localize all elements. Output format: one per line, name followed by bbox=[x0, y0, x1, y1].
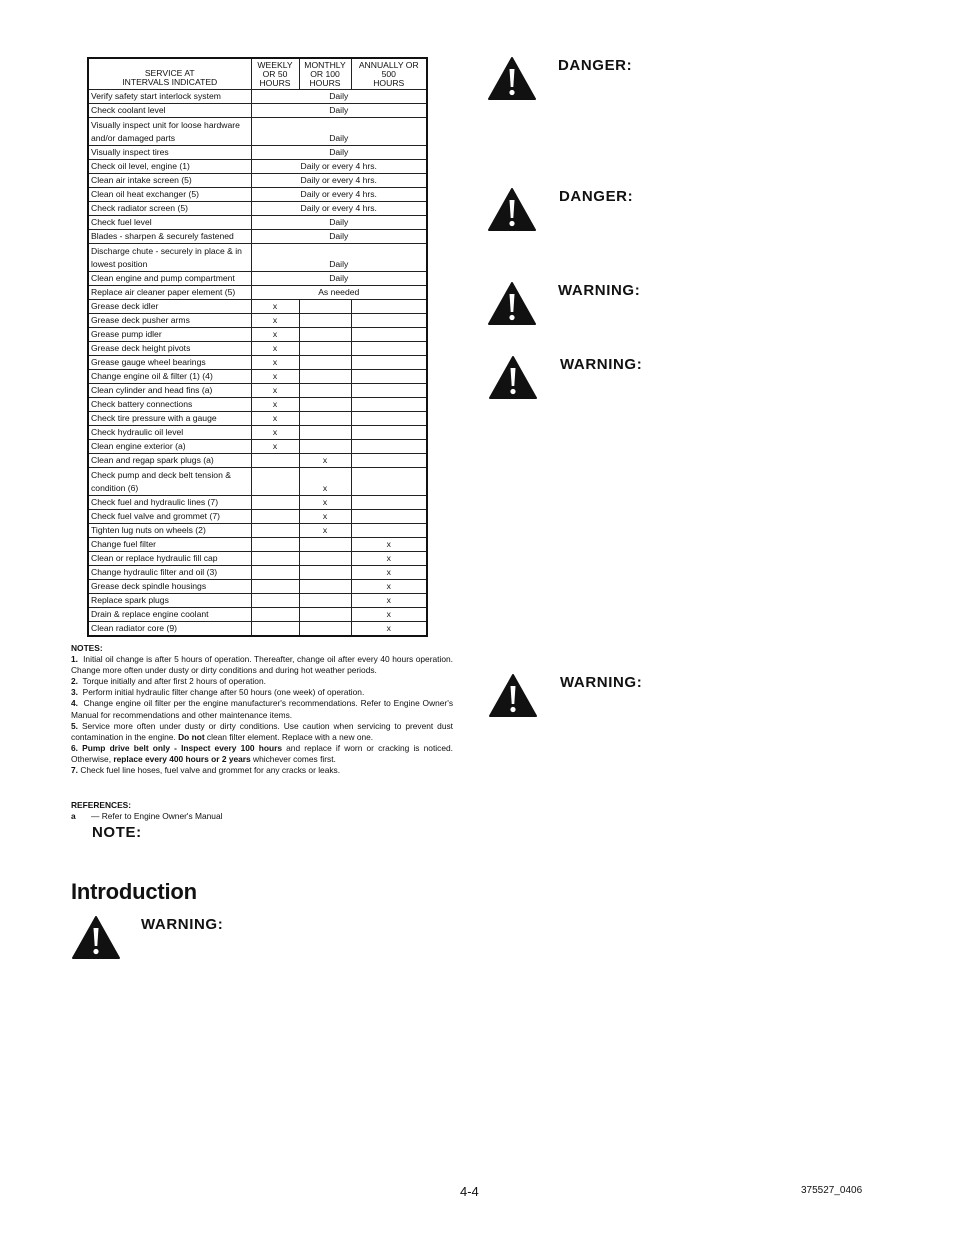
header-annually bbox=[351, 58, 427, 89]
task-cell: Check fuel level bbox=[88, 215, 251, 229]
reference-text: — Refer to Engine Owner's Manual bbox=[91, 811, 223, 821]
table-row bbox=[88, 285, 427, 299]
warning-triangle-icon bbox=[487, 281, 537, 326]
task-cell: Clean engine and pump compartment bbox=[88, 271, 251, 285]
warning-label-3: WARNING: bbox=[560, 674, 643, 691]
annually-mark-cell bbox=[351, 327, 427, 341]
task-cell: Replace air cleaner paper element (5) bbox=[88, 285, 251, 299]
monthly-mark-cell: x bbox=[299, 467, 351, 495]
references-section bbox=[71, 800, 453, 822]
annually-mark-cell bbox=[351, 509, 427, 523]
table-row bbox=[88, 341, 427, 355]
monthly-mark-cell bbox=[299, 397, 351, 411]
monthly-mark-cell bbox=[299, 621, 351, 636]
note-text: and replace if worn or cracking is noticed. Otherwise, bbox=[71, 742, 453, 764]
task-cell: Grease deck height pivots bbox=[88, 341, 251, 355]
monthly-mark-cell bbox=[299, 593, 351, 607]
table-row bbox=[88, 355, 427, 369]
table-row bbox=[88, 523, 427, 537]
table-row bbox=[88, 229, 427, 243]
task-cell: Check battery connections bbox=[88, 397, 251, 411]
weekly-mark-cell: x bbox=[251, 425, 299, 439]
annually-mark-cell bbox=[351, 453, 427, 467]
table-row bbox=[88, 327, 427, 341]
interval-cell: Daily or every 4 hrs. bbox=[251, 159, 427, 173]
weekly-mark-cell: x bbox=[251, 355, 299, 369]
table-row bbox=[88, 621, 427, 636]
weekly-mark-cell bbox=[251, 495, 299, 509]
table-row bbox=[88, 215, 427, 229]
note-number: 4. bbox=[71, 698, 78, 709]
interval-cell: As needed bbox=[251, 285, 427, 299]
annually-mark-cell: x bbox=[351, 621, 427, 636]
danger-label-1: DANGER: bbox=[558, 57, 633, 74]
monthly-mark-cell: x bbox=[299, 523, 351, 537]
monthly-mark-cell bbox=[299, 425, 351, 439]
reference-item bbox=[71, 811, 453, 822]
warning-triangle-icon bbox=[488, 673, 538, 718]
header-monthly bbox=[299, 58, 351, 89]
task-cell: Drain & replace engine coolant bbox=[88, 607, 251, 621]
interval-cell: Daily bbox=[251, 103, 427, 117]
table-row bbox=[88, 425, 427, 439]
table-row bbox=[88, 299, 427, 313]
note-number: 3. bbox=[71, 687, 78, 698]
monthly-mark-cell: x bbox=[299, 453, 351, 467]
table-row bbox=[88, 495, 427, 509]
table-row bbox=[88, 565, 427, 579]
monthly-mark-cell: x bbox=[299, 509, 351, 523]
header-weekly bbox=[251, 58, 299, 89]
monthly-mark-cell bbox=[299, 579, 351, 593]
task-cell: Check fuel and hydraulic lines (7) bbox=[88, 495, 251, 509]
annually-mark-cell: x bbox=[351, 607, 427, 621]
interval-cell: Daily bbox=[251, 271, 427, 285]
weekly-mark-cell bbox=[251, 523, 299, 537]
weekly-mark-cell bbox=[251, 565, 299, 579]
intro-warning-label: WARNING: bbox=[141, 916, 224, 933]
table-row bbox=[88, 397, 427, 411]
note-text: Torque initially and after first 2 hours of operation. bbox=[82, 676, 266, 687]
note-5 bbox=[71, 721, 453, 743]
monthly-mark-cell bbox=[299, 607, 351, 621]
monthly-mark-cell bbox=[299, 439, 351, 453]
task-cell: Check tire pressure with a gauge bbox=[88, 411, 251, 425]
monthly-mark-cell bbox=[299, 565, 351, 579]
warning-triangle-icon bbox=[71, 915, 121, 960]
danger-label-2: DANGER: bbox=[559, 188, 634, 205]
task-cell: Check oil level, engine (1) bbox=[88, 159, 251, 173]
note-text: Change engine oil filter per the engine manufacturer's recommendations. Refer to Engine Owner's Manual for recommendations and other maintenance items. bbox=[71, 698, 454, 720]
weekly-mark-cell: x bbox=[251, 383, 299, 397]
note-number: 7. bbox=[71, 765, 78, 776]
weekly-mark-cell: x bbox=[251, 411, 299, 425]
task-cell: Check hydraulic oil level bbox=[88, 425, 251, 439]
page-number: 4-4 bbox=[460, 1184, 479, 1199]
annually-mark-cell bbox=[351, 467, 427, 495]
monthly-mark-cell bbox=[299, 383, 351, 397]
task-cell: Change fuel filter bbox=[88, 537, 251, 551]
table-row bbox=[88, 103, 427, 117]
annually-mark-cell bbox=[351, 383, 427, 397]
note-text-bold: Pump drive belt only - Inspect every 100 hours bbox=[82, 742, 282, 753]
weekly-mark-cell: x bbox=[251, 397, 299, 411]
task-cell: Replace spark plugs bbox=[88, 593, 251, 607]
weekly-mark-cell: x bbox=[251, 369, 299, 383]
table-row bbox=[88, 187, 427, 201]
task-cell: Grease deck idler bbox=[88, 299, 251, 313]
note-label: NOTE: bbox=[92, 824, 142, 841]
annually-mark-cell bbox=[351, 425, 427, 439]
table-row bbox=[88, 579, 427, 593]
monthly-mark-cell bbox=[299, 411, 351, 425]
annually-mark-cell: x bbox=[351, 537, 427, 551]
reference-key: a bbox=[71, 811, 76, 821]
task-cell: Verify safety start interlock system bbox=[88, 89, 251, 103]
note-number: 1. bbox=[71, 654, 78, 665]
note-number: 2. bbox=[71, 676, 78, 687]
annually-mark-cell bbox=[351, 439, 427, 453]
note-1 bbox=[71, 654, 453, 676]
task-cell: Discharge chute - securely in place & in lowest position bbox=[88, 243, 251, 271]
task-cell: Clean cylinder and head fins (a) bbox=[88, 383, 251, 397]
table-row bbox=[88, 383, 427, 397]
note-2 bbox=[71, 676, 453, 687]
weekly-mark-cell bbox=[251, 621, 299, 636]
monthly-mark-cell bbox=[299, 327, 351, 341]
note-7 bbox=[71, 765, 453, 776]
monthly-mark-cell bbox=[299, 551, 351, 565]
task-cell: Check coolant level bbox=[88, 103, 251, 117]
interval-cell: Daily bbox=[251, 89, 427, 103]
table-row bbox=[88, 159, 427, 173]
weekly-mark-cell: x bbox=[251, 299, 299, 313]
table-row bbox=[88, 411, 427, 425]
monthly-mark-cell bbox=[299, 341, 351, 355]
annually-mark-cell: x bbox=[351, 551, 427, 565]
table-row bbox=[88, 453, 427, 467]
task-cell: Clean or replace hydraulic fill cap bbox=[88, 551, 251, 565]
task-cell: Grease gauge wheel bearings bbox=[88, 355, 251, 369]
weekly-mark-cell: x bbox=[251, 341, 299, 355]
table-row bbox=[88, 313, 427, 327]
task-cell: Check radiator screen (5) bbox=[88, 201, 251, 215]
annually-mark-cell: x bbox=[351, 593, 427, 607]
task-cell: Change hydraulic filter and oil (3) bbox=[88, 565, 251, 579]
annually-mark-cell bbox=[351, 341, 427, 355]
monthly-mark-cell: x bbox=[299, 495, 351, 509]
note-number: 5. bbox=[71, 720, 78, 731]
warning-label-2: WARNING: bbox=[560, 356, 643, 373]
annually-mark-cell bbox=[351, 495, 427, 509]
table-row bbox=[88, 145, 427, 159]
table-row bbox=[88, 551, 427, 565]
note-text: Check fuel line hoses, fuel valve and grommet for any cracks or leaks. bbox=[80, 765, 341, 776]
table-row bbox=[88, 271, 427, 285]
monthly-mark-cell bbox=[299, 537, 351, 551]
task-cell: Change engine oil & filter (1) (4) bbox=[88, 369, 251, 383]
note-text-bold: replace every 400 hours or 2 years bbox=[113, 753, 251, 764]
task-cell: Check fuel valve and grommet (7) bbox=[88, 509, 251, 523]
table-row bbox=[88, 467, 427, 495]
task-cell: Grease pump idler bbox=[88, 327, 251, 341]
task-cell: Blades - sharpen & securely fastened bbox=[88, 229, 251, 243]
note-text: whichever comes first. bbox=[250, 753, 336, 764]
task-cell: Clean and regap spark plugs (a) bbox=[88, 453, 251, 467]
introduction-heading: Introduction bbox=[71, 879, 197, 904]
warning-triangle-icon bbox=[487, 187, 537, 232]
monthly-mark-cell bbox=[299, 355, 351, 369]
references-title: REFERENCES: bbox=[71, 800, 132, 810]
header-monthly-text: MONTHLY OR 100 HOURS bbox=[304, 59, 346, 88]
annually-mark-cell bbox=[351, 355, 427, 369]
weekly-mark-cell: x bbox=[251, 439, 299, 453]
weekly-mark-cell: x bbox=[251, 313, 299, 327]
table-row bbox=[88, 201, 427, 215]
note-text: Service more often under dusty or dirty conditions. Use caution when servicing to prevent dust contamination in the engine. bbox=[71, 720, 454, 742]
header-weekly-text: WEEKLY OR 50 HOURS bbox=[257, 59, 293, 88]
task-cell: Visually inspect tires bbox=[88, 145, 251, 159]
annually-mark-cell bbox=[351, 397, 427, 411]
task-cell: Clean engine exterior (a) bbox=[88, 439, 251, 453]
monthly-mark-cell bbox=[299, 313, 351, 327]
table-header-row bbox=[88, 58, 427, 89]
note-4 bbox=[71, 698, 453, 720]
warning-label-1: WARNING: bbox=[558, 282, 641, 299]
note-6 bbox=[71, 743, 453, 765]
weekly-mark-cell bbox=[251, 467, 299, 495]
note-text: clean filter element. Replace with a new one. bbox=[204, 731, 374, 742]
notes-title: NOTES: bbox=[71, 643, 103, 653]
interval-cell: Daily bbox=[251, 117, 427, 145]
task-cell: Grease deck pusher arms bbox=[88, 313, 251, 327]
annually-mark-cell bbox=[351, 299, 427, 313]
interval-cell: Daily bbox=[251, 215, 427, 229]
annually-mark-cell bbox=[351, 523, 427, 537]
table-row bbox=[88, 369, 427, 383]
notes-section bbox=[71, 643, 453, 776]
table-body bbox=[88, 89, 427, 636]
interval-cell: Daily or every 4 hrs. bbox=[251, 173, 427, 187]
task-cell: Clean radiator core (9) bbox=[88, 621, 251, 636]
weekly-mark-cell bbox=[251, 551, 299, 565]
table-row bbox=[88, 537, 427, 551]
note-number: 6. bbox=[71, 742, 78, 753]
interval-cell: Daily or every 4 hrs. bbox=[251, 201, 427, 215]
annually-mark-cell: x bbox=[351, 579, 427, 593]
header-annually-text: ANNUALLY OR 500 HOURS bbox=[358, 59, 419, 88]
table-row bbox=[88, 173, 427, 187]
table-row bbox=[88, 243, 427, 271]
interval-cell: Daily bbox=[251, 243, 427, 271]
task-cell: Check pump and deck belt tension & condition (6) bbox=[88, 467, 251, 495]
header-service-text: SERVICE AT INTERVALS INDICATED bbox=[122, 67, 218, 87]
annually-mark-cell bbox=[351, 411, 427, 425]
note-text: Initial oil change is after 5 hours of operation. Thereafter, change oil after every 40 hours operation. Change more often under dusty or dirty conditions and during hot weather periods. bbox=[71, 654, 453, 676]
annually-mark-cell bbox=[351, 313, 427, 327]
interval-cell: Daily or every 4 hrs. bbox=[251, 187, 427, 201]
table-row bbox=[88, 439, 427, 453]
note-text: Perform initial hydraulic filter change after 50 hours (one week) of operation. bbox=[82, 687, 365, 698]
task-cell: Clean air intake screen (5) bbox=[88, 173, 251, 187]
table-row bbox=[88, 509, 427, 523]
note-text-bold: Do not bbox=[178, 731, 205, 742]
task-cell: Grease deck spindle housings bbox=[88, 579, 251, 593]
task-cell: Visually inspect unit for loose hardware and/or damaged parts bbox=[88, 117, 251, 145]
task-cell: Clean oil heat exchanger (5) bbox=[88, 187, 251, 201]
warning-triangle-icon bbox=[488, 355, 538, 400]
table-row bbox=[88, 117, 427, 145]
table-row bbox=[88, 607, 427, 621]
weekly-mark-cell bbox=[251, 579, 299, 593]
service-interval-table bbox=[87, 57, 428, 637]
table-row bbox=[88, 593, 427, 607]
weekly-mark-cell bbox=[251, 509, 299, 523]
header-service bbox=[88, 58, 251, 89]
weekly-mark-cell: x bbox=[251, 327, 299, 341]
annually-mark-cell: x bbox=[351, 565, 427, 579]
table-row bbox=[88, 89, 427, 103]
weekly-mark-cell bbox=[251, 453, 299, 467]
weekly-mark-cell bbox=[251, 537, 299, 551]
interval-cell: Daily bbox=[251, 145, 427, 159]
warning-triangle-icon bbox=[487, 56, 537, 101]
weekly-mark-cell bbox=[251, 607, 299, 621]
interval-cell: Daily bbox=[251, 229, 427, 243]
note-3 bbox=[71, 687, 453, 698]
task-cell: Tighten lug nuts on wheels (2) bbox=[88, 523, 251, 537]
weekly-mark-cell bbox=[251, 593, 299, 607]
annually-mark-cell bbox=[351, 369, 427, 383]
document-code: 375527_0406 bbox=[801, 1185, 863, 1196]
monthly-mark-cell bbox=[299, 369, 351, 383]
monthly-mark-cell bbox=[299, 299, 351, 313]
